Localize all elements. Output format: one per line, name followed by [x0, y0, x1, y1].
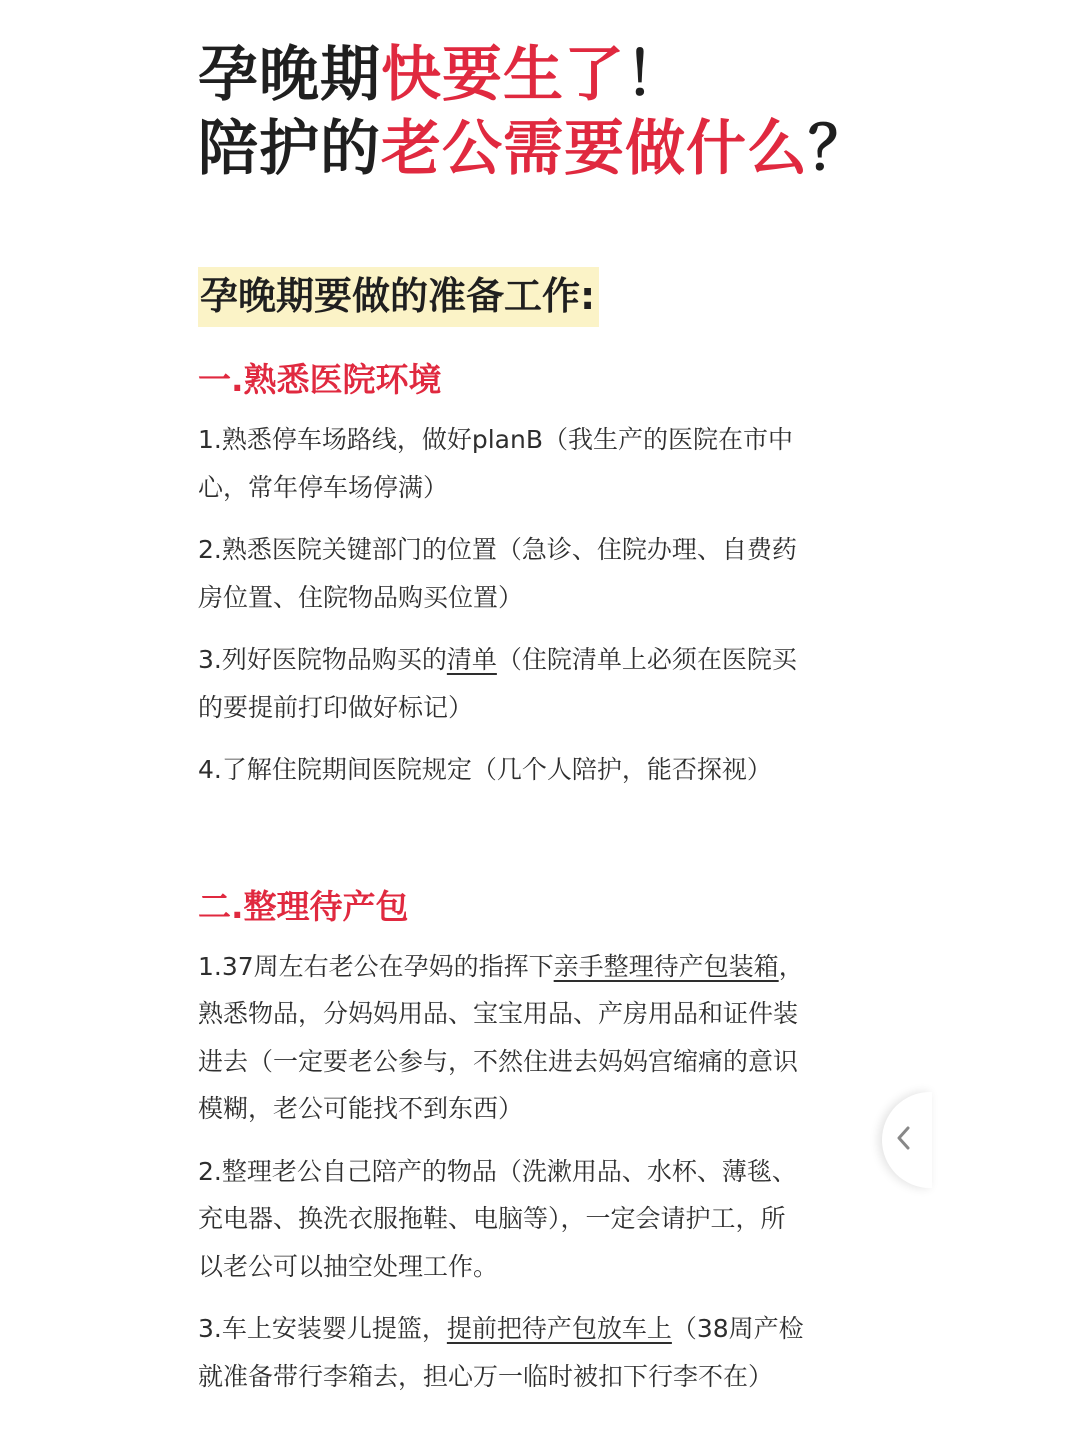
item-text: 3.列好医院物品购买的 [198, 645, 447, 674]
item-line: 心，常年停车场停满） [198, 472, 449, 502]
item-line: 2.整理老公自己陪产的物品（洗漱用品、水杯、薄毯、 [198, 1156, 797, 1186]
section-heading: 二.整理待产包 [198, 886, 409, 926]
list-item [198, 526, 878, 621]
title-text: 陪护的 [198, 114, 381, 184]
section-list [198, 416, 878, 794]
list-item [198, 746, 878, 794]
underlined-text: 亲手整理待产包装箱 [553, 951, 779, 981]
item-line: 熟悉物品，分妈妈用品、宝宝用品、产房用品和证件装 [198, 999, 799, 1028]
list-item [198, 1305, 878, 1400]
item-text: ， [778, 951, 804, 981]
section-heading: 一.熟悉医院环境 [198, 360, 442, 399]
title-line-2 [198, 112, 878, 186]
title-highlight: 老公需要做什么 [381, 114, 808, 184]
side-collapse-button[interactable] [882, 1092, 932, 1188]
title-punctuation: ！ [625, 40, 686, 110]
item-line: 进去（一定要老公参与，不然住进去妈妈宫缩痛的意识 [198, 1046, 799, 1076]
item-text: 3.车上安装婴儿提篮， [198, 1314, 447, 1343]
item-line: 以老公可以抽空处理工作。 [198, 1251, 499, 1281]
item-line: 2.熟悉医院关键部门的位置（急诊、住院办理、自费药 [198, 535, 797, 564]
list-item [198, 636, 878, 731]
item-line: 就准备带行李箱去，担心万一临时被扣下行李不在） [198, 1361, 774, 1391]
list-item [198, 416, 878, 511]
item-line [198, 943, 878, 991]
item-line: 充电器、换洗衣服拖鞋、电脑等），一定会请护工，所 [198, 1204, 786, 1233]
page-title [198, 38, 878, 186]
item-line: 4.了解住院期间医院规定（几个人陪护，能否探视） [198, 755, 772, 784]
item-line: 1.熟悉停车场路线，做好planB（我生产的医院在市中 [198, 425, 793, 454]
item-line [198, 636, 878, 684]
item-line: 模糊，老公可能找不到东西） [198, 1094, 524, 1123]
prep-heading: 孕晚期要做的准备工作: [198, 267, 599, 327]
item-line: 房位置、住院物品购买位置） [198, 582, 524, 612]
title-text: 孕晚期 [198, 40, 381, 110]
article [198, 0, 878, 1400]
underlined-text: 清单 [446, 645, 497, 674]
underlined-text: 提前把待产包放车上 [446, 1314, 672, 1343]
item-text: 1.37周左右老公在孕妈的指挥下 [198, 951, 554, 981]
list-item [198, 943, 878, 1133]
item-line [198, 1305, 878, 1353]
item-line: 的要提前打印做好标记） [198, 692, 474, 722]
item-text: （住院清单上必须在医院买 [496, 645, 797, 674]
title-line-1 [198, 38, 878, 112]
title-punctuation: ？ [808, 114, 869, 184]
item-text: （38周产检 [671, 1314, 804, 1343]
chevron-left-icon [895, 1125, 913, 1155]
title-highlight: 快要生了 [381, 40, 625, 110]
list-item [198, 1148, 878, 1291]
section-list [198, 943, 878, 1401]
